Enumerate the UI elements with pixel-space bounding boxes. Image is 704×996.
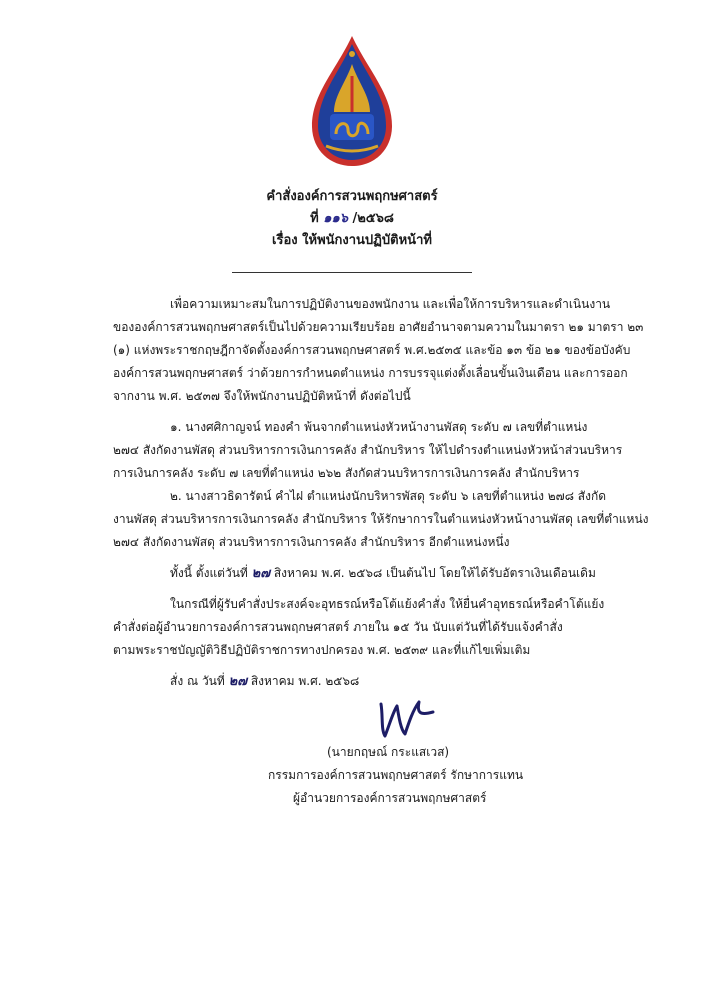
appeal-line: ในกรณีที่ผู้รับคำสั่งประสงค์จะอุทธรณ์หรือโต้แย้งคำสั่ง ให้ยื่นคำอุทธรณ์หรือคำโต้แย้ง bbox=[170, 597, 605, 611]
signatory-name: (นายกฤษณ์ กระแสเวส) bbox=[327, 745, 450, 759]
signatory-position: กรรมการองค์การสวนพฤกษศาสตร์ รักษาการแทน bbox=[268, 768, 524, 782]
order-number-label: ที่ bbox=[310, 211, 319, 226]
effective-date-suffix: สิงหาคม พ.ศ. ๒๕๖๘ เป็นต้นไป โดยให้ได้รับอัตราเงินเดือนเดิม bbox=[273, 566, 596, 580]
paragraph-1-line: ขององค์การสวนพฤกษศาสตร์เป็นไปด้วยความเรียบร้อย อาศัยอำนาจตามความในมาตรา ๒๑ มาตรา ๒๓ bbox=[113, 320, 644, 334]
organization-logo bbox=[306, 34, 398, 168]
item-2-line: ๒๗๔ สังกัดงานพัสดุ ส่วนบริหารการเงินการคลัง สำนักบริหาร อีกตำแหน่งหนึ่ง bbox=[113, 535, 510, 549]
ordered-date-suffix: สิงหาคม พ.ศ. ๒๕๖๘ bbox=[250, 674, 360, 688]
item-2-line: ๒. นางสาวธิดารัตน์ คำไฝ ตำแหน่งนักบริหารพัสดุ ระดับ ๖ เลขที่ตำแหน่ง ๒๗๘ สังกัด bbox=[170, 489, 607, 503]
appeal-line: ตามพระราชบัญญัติวิธีปฏิบัติราชการทางปกครอง พ.ศ. ๒๕๓๙ และที่แก้ไขเพิ่มเติม bbox=[113, 643, 531, 657]
appeal-line: คำสั่งต่อผู้อำนวยการองค์การสวนพฤกษศาสตร์ ภายใน ๑๕ วัน นับแต่วันที่ได้รับแจ้งคำสั่ง bbox=[113, 620, 563, 634]
order-title: คำสั่งองค์การสวนพฤกษศาสตร์ bbox=[266, 189, 438, 204]
item-1-line: ๑. นางศศิกาญจน์ ทองคำ พ้นจากตำแหน่งหัวหน้างานพัสดุ ระดับ ๗ เลขที่ตำแหน่ง bbox=[170, 420, 588, 434]
effective-day-handwritten: ๒๗ bbox=[251, 566, 271, 581]
effective-date-prefix: ทั้งนี้ ตั้งแต่วันที่ bbox=[170, 566, 248, 580]
paragraph-1-line: (๑) แห่งพระราชกฤษฎีกาจัดตั้งองค์การสวนพฤกษศาสตร์ พ.ศ.๒๕๓๕ และข้อ ๑๓ ข้อ ๒๑ ของข้อบังคับ bbox=[113, 343, 631, 357]
ordered-date-prefix: สั่ง ณ วันที่ bbox=[170, 674, 225, 688]
order-number bbox=[0, 210, 704, 228]
handwritten-signature bbox=[375, 696, 437, 742]
ordered-day-handwritten: ๒๗ bbox=[228, 674, 247, 689]
ordered-date-line bbox=[170, 673, 359, 690]
order-number-suffix: /๒๕๖๘ bbox=[352, 211, 394, 226]
effective-date-line bbox=[170, 565, 596, 582]
item-1-line: การเงินการคลัง ระดับ ๗ เลขที่ตำแหน่ง ๒๖๒ สังกัดส่วนบริหารการเงินการคลัง สำนักบริหาร bbox=[113, 466, 580, 480]
item-2-line: งานพัสดุ ส่วนบริหารการเงินการคลัง สำนักบริหาร ให้รักษาการในตำแหน่งหัวหน้างานพัสดุ เลขที่ตำแหน่ง bbox=[113, 512, 649, 526]
signatory-position: ผู้อำนวยการองค์การสวนพฤกษศาสตร์ bbox=[293, 791, 487, 805]
paragraph-1-line: องค์การสวนพฤกษศาสตร์ ว่าด้วยการกำหนดตำแหน่ง การบรรจุแต่งตั้งเลื่อนขั้นเงินเดือน และการออก bbox=[113, 366, 628, 380]
paragraph-1-line: จากงาน พ.ศ. ๒๕๓๗ จึงให้พนักงานปฏิบัติหน้าที่ ดังต่อไปนี้ bbox=[113, 389, 411, 403]
paragraph-1-line: เพื่อความเหมาะสมในการปฏิบัติงานของพนักงาน และเพื่อให้การบริหารและดำเนินงาน bbox=[170, 297, 611, 311]
order-subject: เรื่อง ให้พนักงานปฏิบัติหน้าที่ bbox=[272, 233, 432, 248]
item-1-line: ๒๗๔ สังกัดงานพัสดุ ส่วนบริหารการเงินการคลัง สำนักบริหาร ให้ไปดำรงตำแหน่งหัวหน้าส่วนบริหาร bbox=[113, 443, 623, 457]
header-divider bbox=[232, 272, 472, 273]
order-number-handwritten: ๑๑๖ bbox=[323, 211, 348, 226]
